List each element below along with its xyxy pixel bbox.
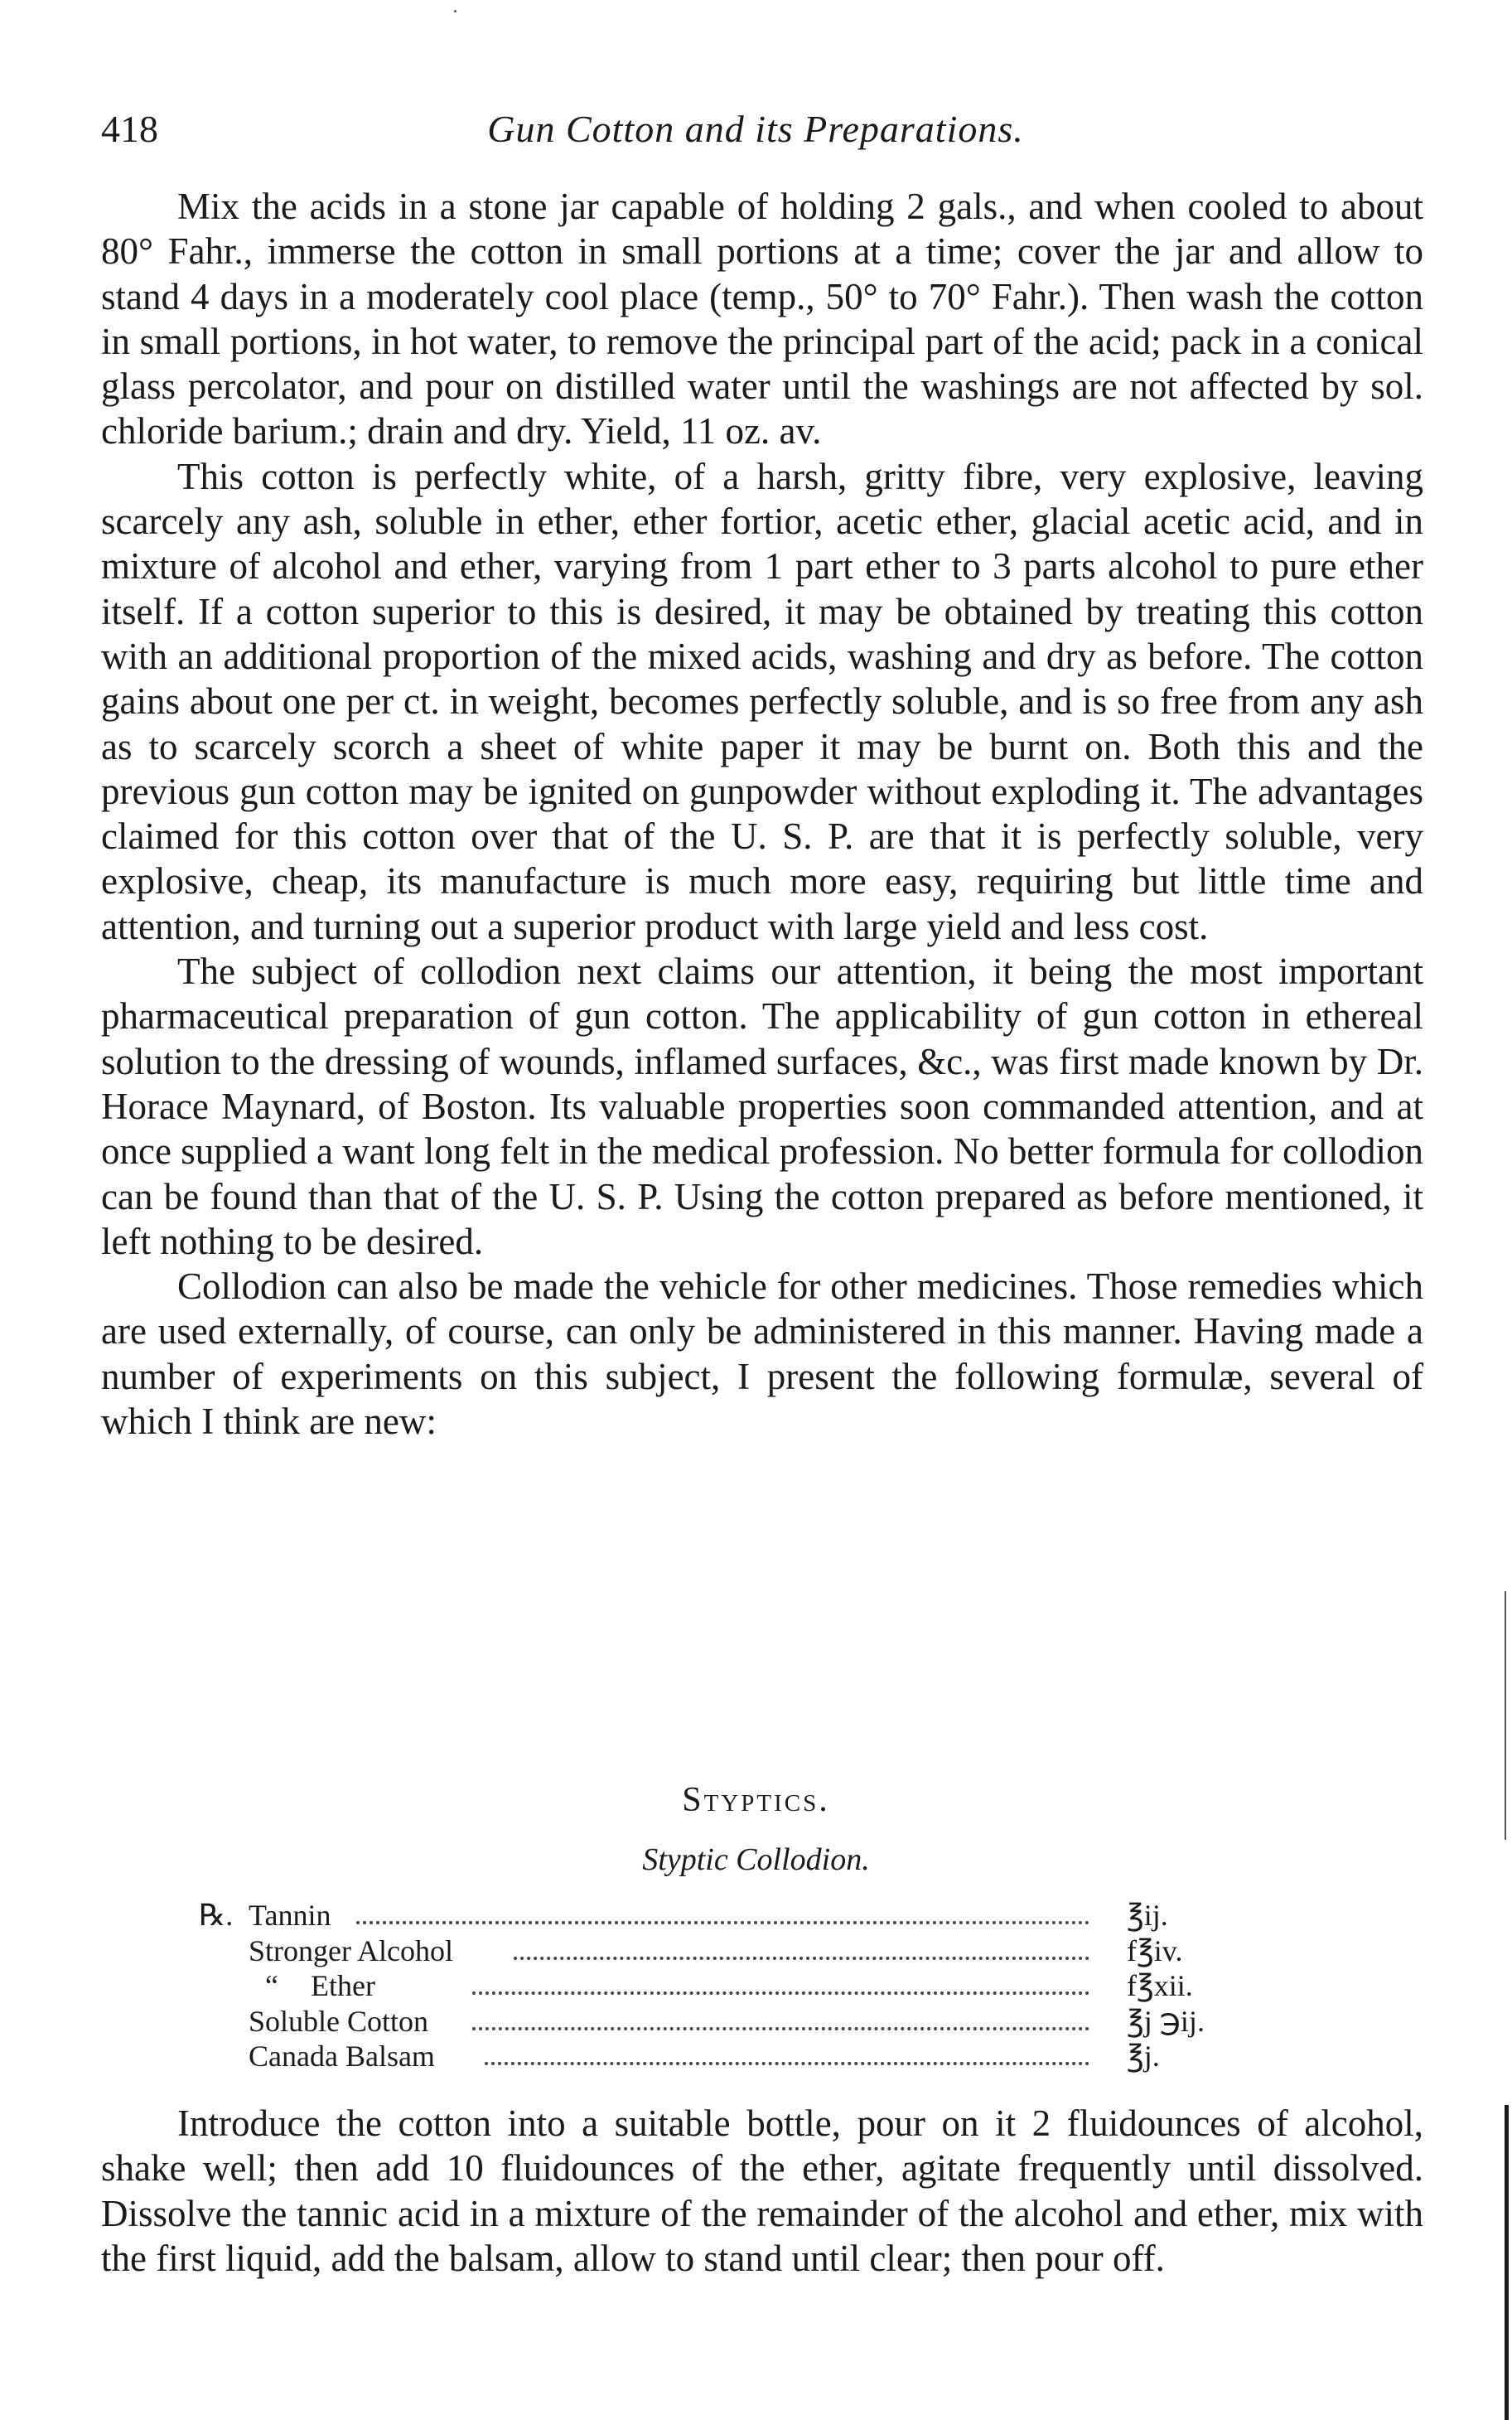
recipe-quantity: f℥iv. (1127, 1933, 1183, 1967)
recipe-quantity: ℥ij. (1127, 1899, 1168, 1932)
recipe-row (199, 2004, 1284, 2040)
paragraph: Collodion can also be made the vehicle for other medicines. Those remedies which are used externally, of course, can only be administered in this manner. Having made a number of experiments on this subject, I present the following formulæ, several of which I think are new: (101, 1265, 1423, 1443)
recipe-ingredient: Stronger Alcohol (249, 1933, 453, 1967)
recipe-row (199, 1968, 1284, 2004)
dot-leader (514, 1957, 1089, 1960)
section-heading: Styptics. (682, 1781, 830, 1819)
dot-leader (356, 1921, 1089, 1924)
recipe-quantity: f℥xii. (1127, 1969, 1193, 2003)
recipe-title: Styptic Collodion. (642, 1842, 870, 1877)
recipe-quantity: ℥j. (1127, 2040, 1160, 2073)
recipe-ingredient: “ Ether (265, 1969, 375, 2003)
recipe-ingredient: Tannin (249, 1899, 331, 1932)
rx-symbol: ℞. (199, 1899, 234, 1932)
scan-speck (454, 10, 456, 12)
paragraph: The subject of collodion next claims our attention, it being the most important pharmaceutical preparation of gun cotton. The applicability of gun cotton in ethereal solution to the dressing of wounds, inflamed surfaces, &c., was first made known by Dr. Horace Maynard, of Boston. Its valuable properties soon commanded attention, and at once supplied a want long felt in the medical profession. No better formula for collodion can be found than that of the U. S. P. Using the cotton prepared as before mentioned, it left nothing to be desired. (101, 951, 1423, 1262)
recipe-row (199, 2039, 1284, 2074)
recipe-list (199, 1898, 1284, 2074)
scan-edge-mark (1505, 1591, 1506, 1840)
recipe-ingredient: Canada Balsam (249, 2040, 435, 2073)
paragraph: This cotton is perfectly white, of a harsh, gritty fibre, very explosive, leaving scarcely any ash, soluble in ether, ether fortior, acetic ether, glacial acetic acid, and in mixture of alcohol and ether, varying from 1 part ether to 3 parts alcohol to pure ether itself. If a cotton superior to this is desired, it may be obtained by treating this cotton with an additional proportion of the mixed acids, washing and dry as before. The cotton gains about one per ct. in weight, becomes perfectly soluble, and is so free from any ash as to scarcely scorch a sheet of white paper it may be burnt on. Both this and the previous gun cotton may be ignited on gunpowder without exploding it. The advantages claimed for this cotton over that of the U. S. P. are that it is perfectly soluble, very explosive, cheap, its manufacture is much more easy, requiring but little time and attention, and turning out a superior product with large yield and less cost. (101, 455, 1423, 947)
running-title: Gun Cotton and its Preparations. (487, 108, 1024, 150)
scan-edge-mark (1505, 2105, 1509, 2420)
paragraph: Introduce the cotton into a suitable bottle, pour on it 2 fluidounces of alcohol, shake well; then add 10 fluidounces of the ether, agitate frequently until dissolved. Dissolve the tannic acid in a mixture of the remainder of the alcohol and ether, mix with the first liquid, add the balsam, allow to stand until clear; then pour off. (101, 2103, 1423, 2279)
paragraph: Mix the acids in a stone jar capable of holding 2 gals., and when cooled to about 80° Fahr., immerse the cotton in small portions at a time; cover the jar and allow to stand 4 days in a moderately cool place (temp., 50° to 70° Fahr.). Then wash the cotton in small portions, in hot water, to remove the principal part of the acid; pack in a conical glass percolator, and pour on distilled water until the washings are not affected by sol. chloride barium.; drain and dry. Yield, 11 oz. av. (101, 186, 1423, 452)
recipe-ingredient: Soluble Cotton (249, 2004, 429, 2038)
body-text (101, 184, 1423, 1444)
dot-leader (472, 1991, 1089, 1995)
dot-leader (485, 2062, 1089, 2065)
recipe-quantity: ℥j ℈ij. (1127, 2004, 1205, 2038)
closing-text (101, 2101, 1423, 2281)
page-number: 418 (101, 108, 158, 150)
recipe-row (199, 1933, 1284, 1969)
recipe-row (199, 1898, 1284, 1933)
dot-leader (472, 2027, 1089, 2030)
